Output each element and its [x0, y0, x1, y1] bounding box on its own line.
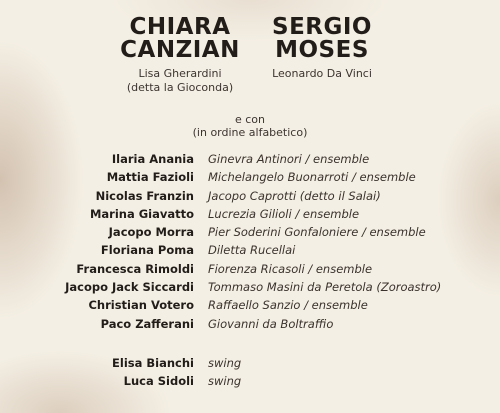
lead-role: [118, 67, 242, 95]
cast-row: [0, 260, 500, 278]
character-role: Diletta Rucellai: [208, 243, 296, 258]
lead-role-line2: (detta la Gioconda): [126, 81, 234, 94]
character-role: Michelangelo Buonarroti / ensemble: [208, 170, 416, 185]
character-role: Jacopo Caprotti (detto il Salai): [208, 188, 381, 203]
actor-name: Jacopo Jack Siccardi: [65, 280, 194, 295]
cast-row: [0, 296, 500, 314]
lead-name-line2: CANZIAN: [120, 37, 240, 63]
cast-row: [0, 168, 500, 186]
swing-list: [0, 354, 500, 391]
lead-role-line1: Leonardo Da Vinci: [272, 67, 372, 80]
cast-row: [0, 354, 500, 372]
actor-name: Floriana Poma: [100, 243, 194, 258]
actor-name: Ilaria Anania: [111, 152, 194, 166]
cast-row: [0, 223, 500, 241]
cast-row: [0, 241, 500, 259]
character-role: Ginevra Antinori / ensemble: [208, 152, 370, 166]
lead-actor-2: [262, 16, 382, 81]
actor-name: Marina Giavatto: [89, 206, 194, 221]
actor-name: Luca Sidoli: [123, 374, 194, 389]
cast-row: [0, 372, 500, 390]
lead-role-line1: Lisa Gherardini: [138, 67, 222, 80]
cast-row: [0, 205, 500, 223]
character-role: Fiorenza Ricasoli / ensemble: [208, 261, 373, 276]
actor-name: Christian Votero: [88, 298, 194, 313]
character-role: Raffaello Sanzio / ensemble: [208, 298, 368, 313]
cast-row: [0, 150, 500, 168]
lead-name-line2: MOSES: [275, 37, 369, 63]
cast-list: [0, 150, 500, 333]
actor-name: Paco Zafferani: [100, 316, 194, 331]
intro-line2: (in ordine alfabetico): [192, 126, 308, 139]
character-role: swing: [208, 356, 242, 370]
cast-row: [0, 315, 500, 333]
lead-actor-1: [118, 16, 242, 95]
cast-intro: [0, 113, 500, 139]
intro-line1: e con: [234, 113, 265, 126]
actor-name: Francesca Rimoldi: [76, 261, 194, 276]
cast-row: [0, 187, 500, 205]
actor-name: Nicolas Franzin: [95, 188, 194, 203]
cast-row: [0, 278, 500, 296]
character-role: Lucrezia Gilioli / ensemble: [208, 206, 360, 221]
actor-name: Elisa Bianchi: [112, 356, 194, 370]
actor-name: Jacopo Morra: [108, 225, 194, 240]
actor-name: Mattia Fazioli: [106, 170, 194, 185]
character-role: Pier Soderini Gonfaloniere / ensemble: [208, 225, 426, 240]
lead-name-line1: SERGIO: [272, 14, 372, 40]
lead-role: [262, 67, 382, 81]
character-role: Tommaso Masini da Peretola (Zoroastro): [208, 280, 442, 295]
lead-name-line1: CHIARA: [129, 14, 231, 40]
character-role: Giovanni da Boltraffio: [208, 316, 334, 331]
character-role: swing: [208, 374, 242, 389]
